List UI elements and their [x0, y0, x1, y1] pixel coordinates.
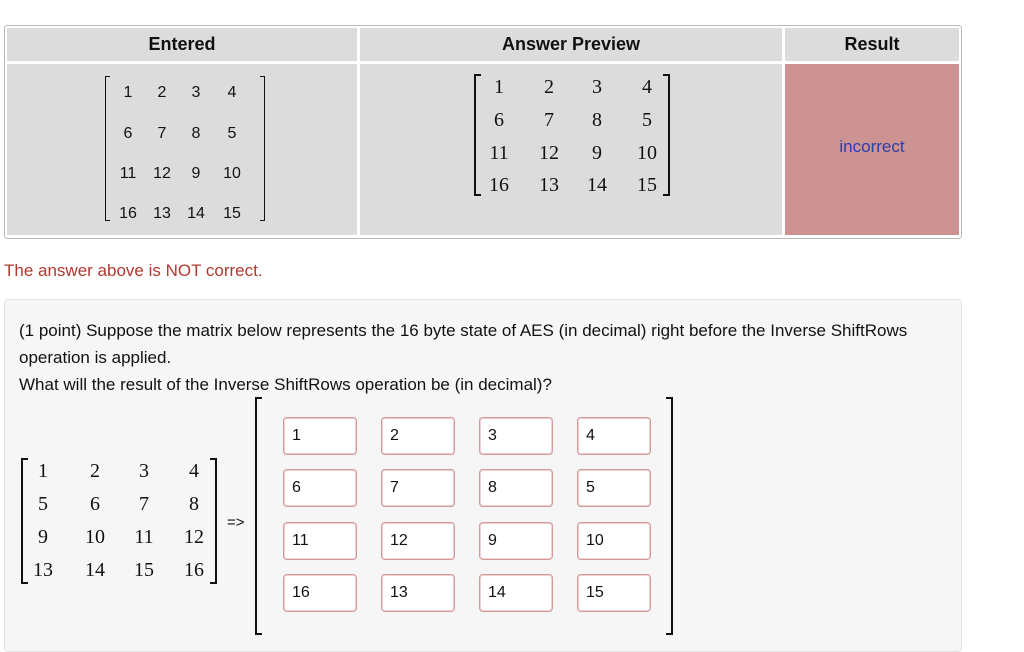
- matrix-cell: 3: [592, 76, 602, 98]
- matrix-cell: 13: [539, 174, 559, 196]
- matrix-cell: 2: [544, 76, 554, 98]
- answer-input[interactable]: [283, 522, 357, 560]
- right-bracket: [260, 76, 265, 221]
- matrix-cell: 8: [189, 493, 199, 515]
- matrix-cell: 6: [494, 109, 504, 131]
- matrix-cell: 15: [223, 205, 241, 222]
- matrix-cell: 13: [33, 559, 53, 581]
- matrix-cell: 9: [191, 165, 201, 182]
- result-cell: [785, 64, 959, 235]
- matrix-cell: 14: [85, 559, 105, 581]
- matrix-cell: 7: [139, 493, 149, 515]
- answer-input[interactable]: [381, 574, 455, 612]
- answer-input[interactable]: [479, 469, 553, 507]
- arrow-label: =>: [227, 514, 245, 531]
- matrix-cell: 8: [592, 109, 602, 131]
- entered-matrix: [105, 76, 265, 221]
- answer-input[interactable]: [577, 417, 651, 455]
- answer-input[interactable]: [283, 574, 357, 612]
- matrix-cell: 2: [90, 460, 100, 482]
- answer-input[interactable]: [577, 469, 651, 507]
- answer-input[interactable]: [479, 417, 553, 455]
- matrix-cell: 4: [642, 76, 652, 98]
- entered-header: Entered: [7, 28, 357, 61]
- matrix-cell: 3: [139, 460, 149, 482]
- matrix-cell: 16: [489, 174, 509, 196]
- result-status: incorrect: [839, 137, 905, 156]
- preview-matrix: [474, 74, 670, 196]
- matrix-cell: 12: [184, 526, 204, 548]
- answer-input[interactable]: [283, 469, 357, 507]
- matrix-cell: 3: [191, 84, 201, 101]
- left-bracket: [105, 76, 110, 221]
- answer-matrix: [255, 397, 673, 635]
- matrix-cell: 15: [134, 559, 154, 581]
- matrix-cell: 11: [489, 142, 509, 164]
- matrix-cell: 5: [642, 109, 652, 131]
- preview-cell: [360, 64, 782, 235]
- preview-header: Answer Preview: [360, 28, 782, 61]
- matrix-cell: 13: [153, 205, 171, 222]
- matrix-cell: 6: [90, 493, 100, 515]
- right-bracket: [666, 397, 673, 635]
- matrix-cell: 9: [38, 526, 48, 548]
- matrix-cell: 11: [134, 526, 154, 548]
- answer-input[interactable]: [577, 522, 651, 560]
- matrix-cell: 15: [637, 174, 657, 196]
- result-header: Result: [785, 28, 959, 61]
- answer-input[interactable]: [381, 417, 455, 455]
- matrix-cell: 8: [191, 125, 201, 142]
- matrix-cell: 4: [227, 84, 237, 101]
- answer-input[interactable]: [381, 522, 455, 560]
- source-matrix: [21, 458, 217, 584]
- matrix-cell: 14: [187, 205, 205, 222]
- matrix-cell: 16: [119, 205, 137, 222]
- problem-statement: (1 point) Suppose the matrix below represents the 16 byte state of AES (in decimal) right before the Inverse ShiftRows operation is applied.: [19, 321, 908, 367]
- matrix-cell: 10: [85, 526, 105, 548]
- matrix-cell: 4: [189, 460, 199, 482]
- matrix-cell: 7: [544, 109, 554, 131]
- matrix-cell: 5: [38, 493, 48, 515]
- answer-input[interactable]: [479, 522, 553, 560]
- answer-input[interactable]: [577, 574, 651, 612]
- matrix-cell: 1: [494, 76, 504, 98]
- matrix-cell: 1: [38, 460, 48, 482]
- matrix-cell: 5: [227, 125, 237, 142]
- problem-panel: [4, 299, 962, 652]
- matrix-cell: 6: [123, 125, 133, 142]
- matrix-cell: 12: [153, 165, 171, 182]
- feedback-message: The answer above is NOT correct.: [4, 261, 263, 280]
- preview-column: [360, 26, 782, 238]
- matrix-cell: 12: [539, 142, 559, 164]
- matrix-cell: 11: [119, 165, 137, 182]
- answer-input[interactable]: [283, 417, 357, 455]
- matrix-cell: 1: [123, 84, 133, 101]
- matrix-cell: 16: [184, 559, 204, 581]
- answer-input[interactable]: [479, 574, 553, 612]
- problem-text: [19, 317, 949, 398]
- problem-question: What will the result of the Inverse ShiftRows operation be (in decimal)?: [19, 375, 552, 394]
- results-table: [4, 25, 962, 239]
- entered-column: [7, 26, 357, 238]
- matrix-cell: 10: [637, 142, 657, 164]
- answer-input[interactable]: [381, 469, 455, 507]
- matrix-cell: 10: [223, 165, 241, 182]
- result-column: [785, 26, 959, 238]
- matrix-cell: 9: [592, 142, 602, 164]
- matrix-cell: 7: [157, 125, 167, 142]
- matrix-cell: 2: [157, 84, 167, 101]
- matrix-cell: 14: [587, 174, 607, 196]
- left-bracket: [255, 397, 262, 635]
- entered-cell: [7, 64, 357, 235]
